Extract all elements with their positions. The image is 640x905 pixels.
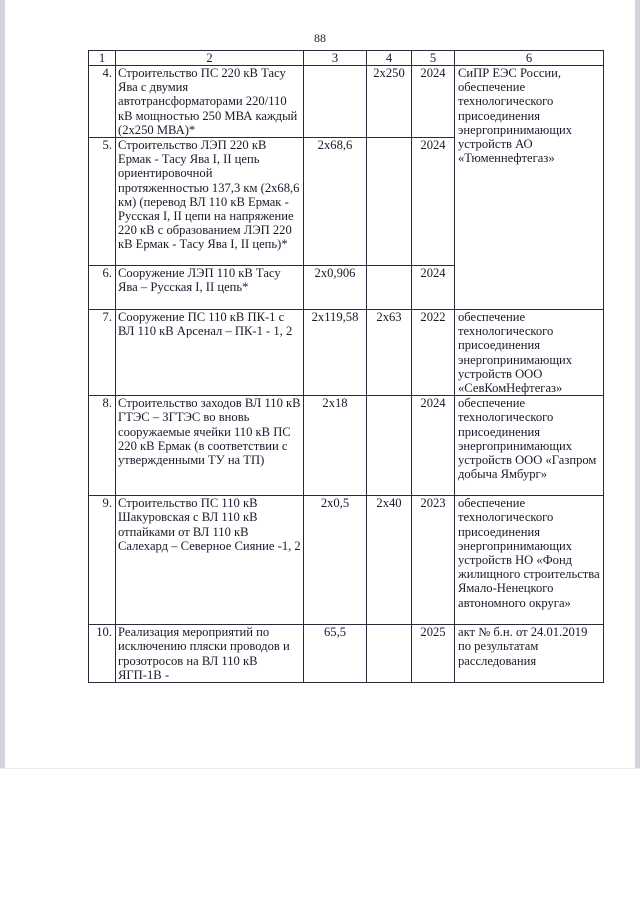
row-number: 6. — [89, 266, 116, 310]
line-length: 2х18 — [304, 396, 367, 496]
project-name: Строительство заходов ВЛ 110 кВ ГТЭС – ЗГТЭС во вновь сооружаемые ячейки 110 кВ ПС 220 кВ Ермак (в соответствии с утвержденными ТУ на ТП) — [116, 396, 304, 496]
project-basis: СиПР ЕЭС России, обеспечение технологического присоединения энергопринимающих устройств АО «Тюменнефтегаз» — [455, 66, 604, 310]
row-number: 8. — [89, 396, 116, 496]
column-header: 2 — [116, 51, 304, 66]
project-name: Сооружение ЛЭП 110 кВ Тасу Ява – Русская I, II цепь* — [116, 266, 304, 310]
line-length: 2х68,6 — [304, 138, 367, 266]
completion-year: 2024 — [412, 138, 455, 266]
scan-edge-left — [0, 0, 5, 768]
line-length: 2х119,58 — [304, 310, 367, 396]
table-row — [89, 496, 604, 625]
transformer-power: 2х63 — [367, 310, 412, 396]
table-row — [89, 66, 604, 138]
completion-year: 2024 — [412, 266, 455, 310]
transformer-power — [367, 266, 412, 310]
transformer-power — [367, 625, 412, 683]
project-name: Сооружение ПС 110 кВ ПК-1 с ВЛ 110 кВ Арсенал – ПК-1 - 1, 2 — [116, 310, 304, 396]
completion-year: 2022 — [412, 310, 455, 396]
completion-year: 2025 — [412, 625, 455, 683]
project-basis: обеспечение технологического присоединения энергопринимающих устройств ООО «Газпром добыча Ямбург» — [455, 396, 604, 496]
table-row — [89, 625, 604, 683]
project-name: Реализация мероприятий по исключению пляски проводов и грозотросов на ВЛ 110 кВ ЯГП-1В - — [116, 625, 304, 683]
completion-year: 2023 — [412, 496, 455, 625]
transformer-power — [367, 396, 412, 496]
table-header-row — [89, 51, 604, 66]
page-number: 88 — [314, 31, 326, 45]
column-header: 6 — [455, 51, 604, 66]
row-number: 10. — [89, 625, 116, 683]
transformer-power — [367, 138, 412, 266]
row-number: 5. — [89, 138, 116, 266]
row-number: 7. — [89, 310, 116, 396]
table-row — [89, 310, 604, 396]
row-number: 9. — [89, 496, 116, 625]
column-header: 3 — [304, 51, 367, 66]
line-length: 65,5 — [304, 625, 367, 683]
completion-year: 2024 — [412, 66, 455, 138]
project-name: Строительство ЛЭП 220 кВ Ермак - Тасу Ява I, II цепь ориентировочной протяженностью 137,3 км (2х68,6 км) (перевод ВЛ 110 кВ Ермак - Русская I, II цепи на напряжение 220 кВ с образованием ЛЭП 220 кВ Ермак - Тасу Ява I, II цепь)* — [116, 138, 304, 266]
column-header: 1 — [89, 51, 116, 66]
scan-edge-right — [635, 0, 640, 768]
projects-table — [88, 50, 604, 683]
line-length: 2х0,906 — [304, 266, 367, 310]
project-name: Строительство ПС 220 кВ Тасу Ява с двумия автотрансформаторами 220/110 кВ мощностью 250 МВА каждый (2х250 МВА)* — [116, 66, 304, 138]
transformer-power: 2х250 — [367, 66, 412, 138]
transformer-power: 2х40 — [367, 496, 412, 625]
project-basis: акт № б.н. от 24.01.2019 по результатам расследования — [455, 625, 604, 683]
row-number: 4. — [89, 66, 116, 138]
project-name: Строительство ПС 110 кВ Шакуровская с ВЛ 110 кВ отпайками от ВЛ 110 кВ Салехард – Северное Сияние -1, 2 — [116, 496, 304, 625]
line-length: 2х0,5 — [304, 496, 367, 625]
project-basis: обеспечение технологического присоединения энергопринимающих устройств ООО «СевКомНефтегаз» — [455, 310, 604, 396]
line-length — [304, 66, 367, 138]
project-basis: обеспечение технологического присоединения энергопринимающих устройств НО «Фонд жилищного строительства Ямало-Ненецкого автономного округа» — [455, 496, 604, 625]
column-header: 4 — [367, 51, 412, 66]
column-header: 5 — [412, 51, 455, 66]
completion-year: 2024 — [412, 396, 455, 496]
table-row — [89, 396, 604, 496]
